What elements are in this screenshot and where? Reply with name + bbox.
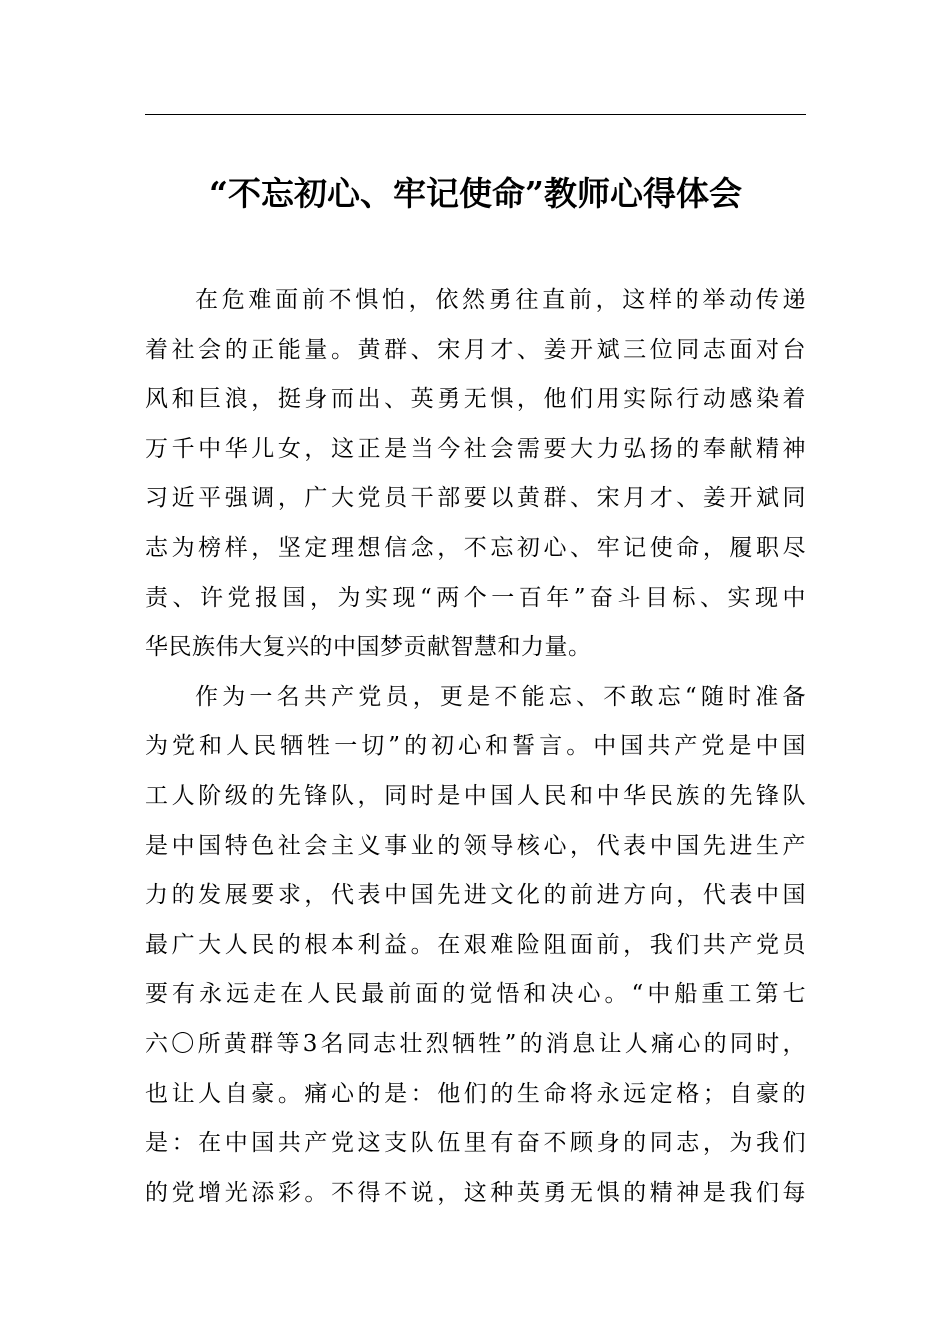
paragraph-line: 风和巨浪，挺身而出、英勇无惧，他们用实际行动感染着 (145, 386, 806, 413)
document-title: “不忘初心、牢记使命”教师心得体会 (209, 174, 742, 213)
paragraph-1 (145, 276, 806, 673)
document-body (145, 276, 806, 1218)
paragraph-line: 最广大人民的根本利益。在艰难险阻面前，我们共产党员 (145, 931, 806, 958)
paragraph-line: 工人阶级的先锋队，同时是中国人民和中华民族的先锋队 (145, 782, 806, 809)
paragraph-line: 要有永远走在人民最前面的觉悟和决心。“中船重工第七 (145, 981, 806, 1008)
paragraph-2 (145, 673, 806, 1219)
paragraph-line: 作为一名共产党员，更是不能忘、不敢忘“随时准备 (195, 683, 806, 710)
paragraph-line: 着社会的正能量。黄群、宋月才、姜开斌三位同志面对台 (145, 336, 806, 363)
paragraph-line: 在危难面前不惧怕，依然勇往直前，这样的举动传递 (195, 287, 806, 313)
paragraph-line: 是：在中国共产党这支队伍里有奋不顾身的同志，为我们 (145, 1130, 806, 1157)
paragraph-line: 也让人自豪。痛心的是：他们的生命将永远定格；自豪的 (145, 1080, 806, 1107)
paragraph-line: 习近平强调，广大党员干部要以黄群、宋月才、姜开斌同 (145, 485, 806, 512)
paragraph-line: 万千中华儿女，这正是当今社会需要大力弘扬的奉献精神 (145, 435, 806, 462)
header-rule (145, 114, 806, 115)
paragraph-line: 华民族伟大复兴的中国梦贡献智慧和力量。 (145, 634, 592, 661)
paragraph-line: 的党增光添彩。不得不说，这种英勇无惧的精神是我们每 (145, 1179, 806, 1206)
paragraph-line: 责、许党报国，为实现“两个一百年”奋斗目标、实现中 (145, 584, 806, 611)
paragraph-line: 六〇所黄群等3名同志壮烈牺牲”的消息让人痛心的同时， (145, 1030, 806, 1057)
paragraph-line: 为党和人民牺牲一切”的初心和誓言。中国共产党是中国 (145, 733, 806, 760)
paragraph-line: 是中国特色社会主义事业的领导核心，代表中国先进生产 (145, 832, 806, 859)
paragraph-line: 志为榜样，坚定理想信念，不忘初心、牢记使命，履职尽 (145, 534, 806, 561)
paragraph-line: 力的发展要求，代表中国先进文化的前进方向，代表中国 (145, 882, 806, 909)
